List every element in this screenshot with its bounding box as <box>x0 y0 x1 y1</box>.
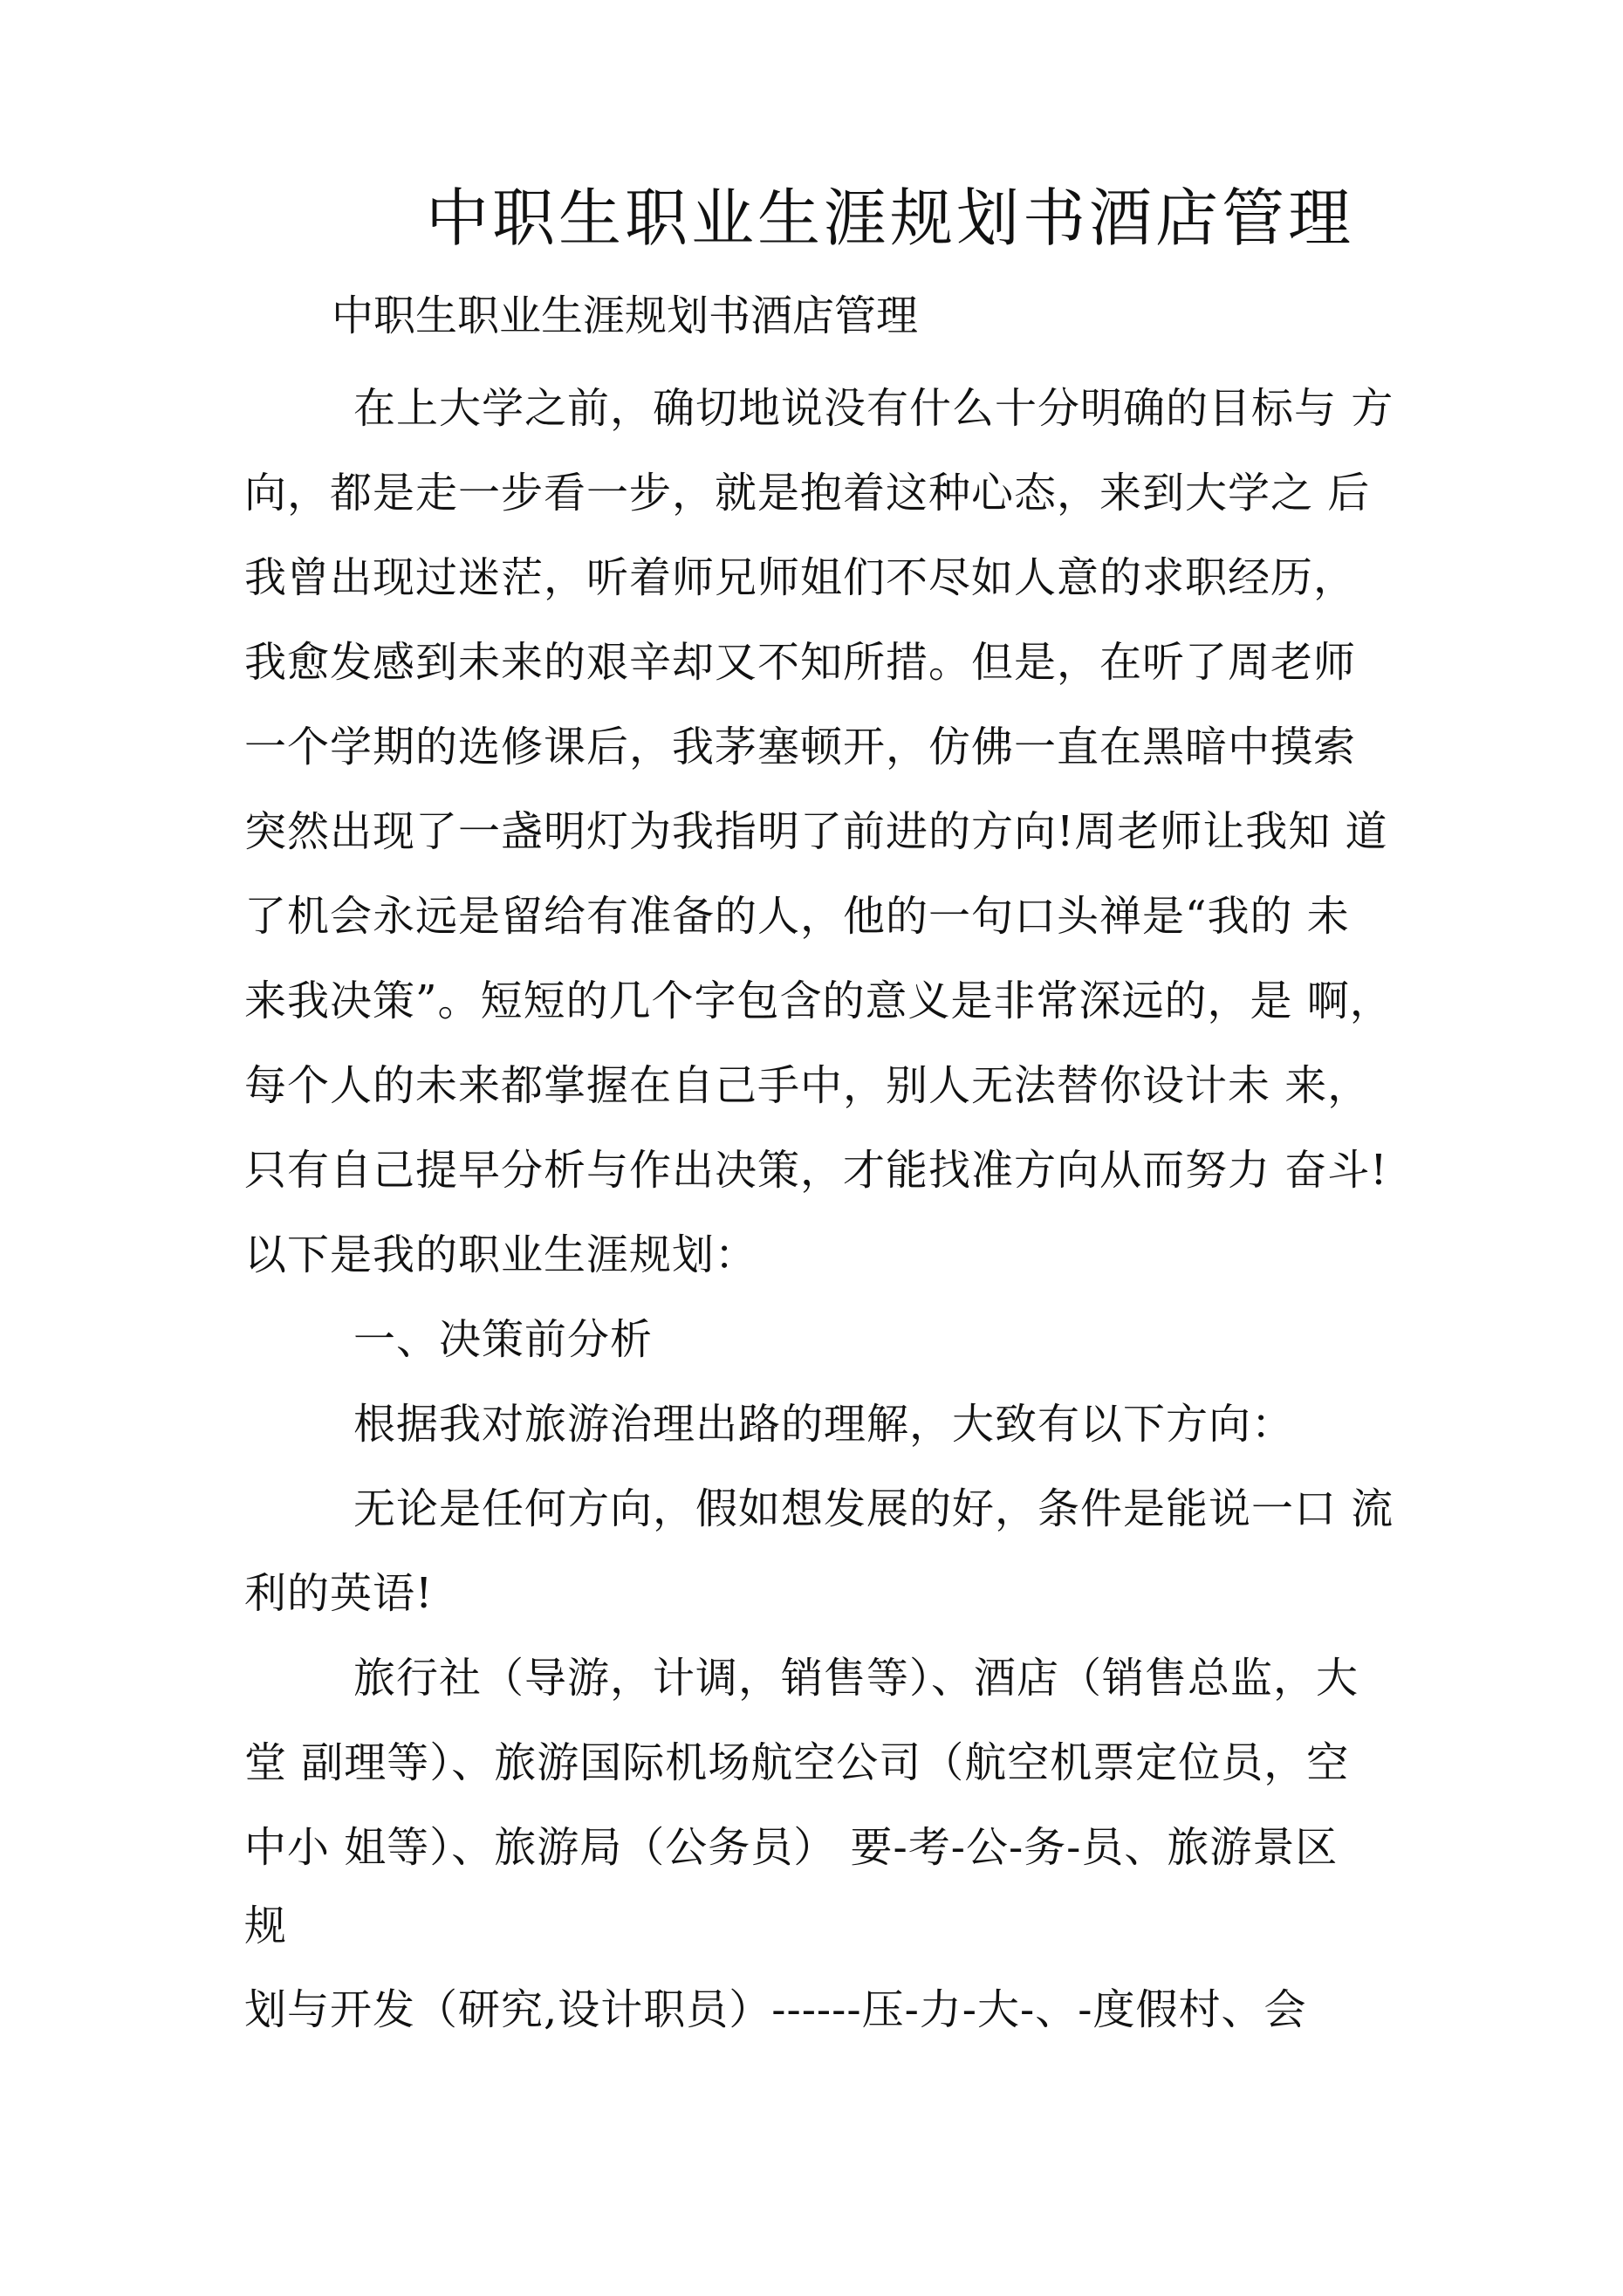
body-line: 在上大学之前，确切地说没有什么十分明确的目标与 方 <box>353 384 1394 433</box>
body-line: 我曾出现过迷茫，听着师兄师姐们不尽如人意的求职经历， <box>244 553 1357 602</box>
body-line: 以下是我的职业生涯规划： <box>244 1230 758 1279</box>
body-line: 了机会永远是留给有准备的人，他的一句口头禅是“我的 未 <box>244 892 1350 941</box>
body-line: 无论是任何方向，假如想发展的好，条件是能说一口 流 <box>353 1484 1394 1533</box>
body-line: 划与开发（研究,设计职员）------压-力-大-、-度假村、会 <box>244 1985 1307 2034</box>
body-line: 只有自己提早分析与作出决策，才能找准方向从而努力 奋斗! <box>244 1146 1388 1195</box>
body-line: 我愈发感到未来的艰辛却又不知所措。但是，在听了周老师 <box>244 638 1357 687</box>
page-title: 中职生职业生涯规划书酒店管理 <box>425 182 1354 255</box>
body-line: 一个学期的选修课后，我茅塞顿开，仿佛一直在黑暗中摸索 <box>244 723 1357 771</box>
body-line: 利的英语! <box>244 1569 434 1618</box>
body-line: 来我决策”。短短的几个字包含的意义是非常深远的，是 啊， <box>244 977 1393 1025</box>
body-line: 根据我对旅游治理出路的理解，大致有以下方向： <box>353 1400 1295 1449</box>
body-line: 堂 副理等）、旅游国际机场航空公司（航空机票定位员，空 <box>244 1738 1350 1787</box>
section-heading: 一、决策前分析 <box>353 1315 654 1364</box>
body-line: 每个人的未来都掌握在自己手中，别人无法替你设计未 来， <box>244 1061 1371 1110</box>
body-line: 突然出现了一盏明灯为我指明了前进的方向!周老师让我知 道 <box>244 807 1388 856</box>
body-line: 规 <box>244 1902 288 1950</box>
body-line: 中小 姐等）、旅游局（公务员） 要-考-公-务-员、旅游景区 <box>244 1823 1339 1872</box>
body-line: 旅行社（导游，计调，销售等）、酒店（销售总监，大 <box>353 1654 1359 1703</box>
body-line: 向，都是走一步看一步，就是抱着这种心态，来到大学之 后 <box>244 469 1371 517</box>
subtitle: 中职生职业生涯规划书酒店管理 <box>332 291 919 340</box>
